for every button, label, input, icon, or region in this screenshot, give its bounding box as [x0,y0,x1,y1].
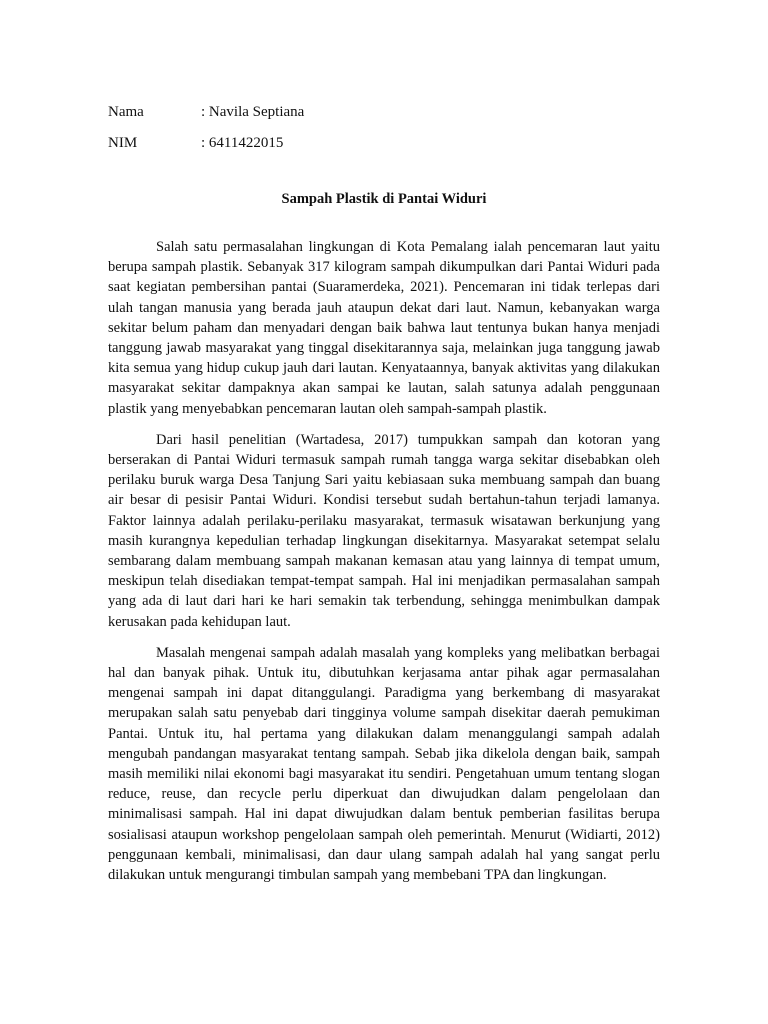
document-title: Sampah Plastik di Pantai Widuri [281,191,487,207]
paragraph-2: Dari hasil penelitian (Wartadesa, 2017) tumpukkan sampah dan kotoran yang berserakan di Pantai Widuri termasuk sampah rumah tangga warga sekitar disebabkan oleh perilaku buruk warga Desa Tanjung Sari yaitu kebiasaan suka membuang sampah dan buang air besar di pesisir Pantai Widuri. Kondisi tersebut sudah bertahun-tahun terjadi lamanya. Faktor lainnya adalah perilaku-perilaku masyarakat, termasuk wisatawan berkunjung yang masih kurangnya kepedulian terhadap lingkungan disekitarnya. Masyarakat setempat selalu sembarang dalam membuang sampah makanan kemasan atau yang lainnya di tempat umum, meskipun telah disediakan tempat-tempat sampah. Hal ini menjadikan permasalahan sampah yang ada di laut dari hari ke hari semakin tak terbendung, sehingga menimbulkan dampak kerusakan pada kehidupan laut. [108,431,660,630]
paragraph-1: Salah satu permasalahan lingkungan di Kota Pemalang ialah pencemaran laut yaitu berupa sampah plastik. Sebanyak 317 kilogram sampah dikumpulkan dari Pantai Widuri pada saat kegiatan pembersihan pantai (Suaramerdeka, 2021). Pencemaran ini tidak terlepas dari ulah tangan manusia yang berada jauh ataupun dekat dari laut. Namun, kebanyakan warga sekitar belum paham dan menyadari dengan baik bahwa laut tentunya bukan hanya menjadi tanggung jawab masyarakat yang tinggal disekitarannya saja, melainkan juga tanggung jawab kita semua yang hidup cukup jauh dari lautan. Kenyataannya, banyak aktivitas yang dilakukan masyarakat sekitar dampaknya akan sampai ke lautan, salah satunya adalah penggunaan plastik yang menyebabkan pencemaran lautan oleh sampah-sampah plastik. [108,239,660,417]
nim-row [108,134,283,152]
nim-value: : 6411422015 [201,135,284,151]
nim-label: NIM [108,135,138,151]
name-row [108,103,304,121]
name-value: : Navila Septiana [201,104,305,120]
name-label: Nama [108,104,144,120]
document-body [108,237,660,896]
paragraph-3: Masalah mengenai sampah adalah masalah yang kompleks yang melibatkan berbagai hal dan banyak pihak. Untuk itu, dibutuhkan kerjasama antar pihak agar permasalahan mengenai sampah ini dapat ditanggulangi. Paradigma yang berkembang di masyarakat merupakan salah satu penyebab dari tingginya volume sampah disekitar daerah pemukiman Pantai. Untuk itu, hal pertama yang dilakukan dalam menanggulangi sampah adalah mengubah pandangan masyarakat tentang sampah. Sebab jika dikelola dengan baik, sampah masih memiliki nilai ekonomi bagi masyarakat itu sendiri. Pengetahuan umum tentang slogan reduce, reuse, dan recycle perlu diperkuat dan diwujudkan dalam pengelolaan dan minimalisasi sampah. Hal ini dapat diwujudkan dalam bentuk pemberian fasilitas berupa sosialisasi ataupun workshop pengelolaan sampah oleh pemerintah. Menurut (Widiarti, 2012) penggunaan kembali, minimalisasi, dan daur ulang sampah adalah hal yang sangat perlu dilakukan untuk mengurangi timbulan sampah yang membebani TPA dan lingkungan. [108,644,660,884]
